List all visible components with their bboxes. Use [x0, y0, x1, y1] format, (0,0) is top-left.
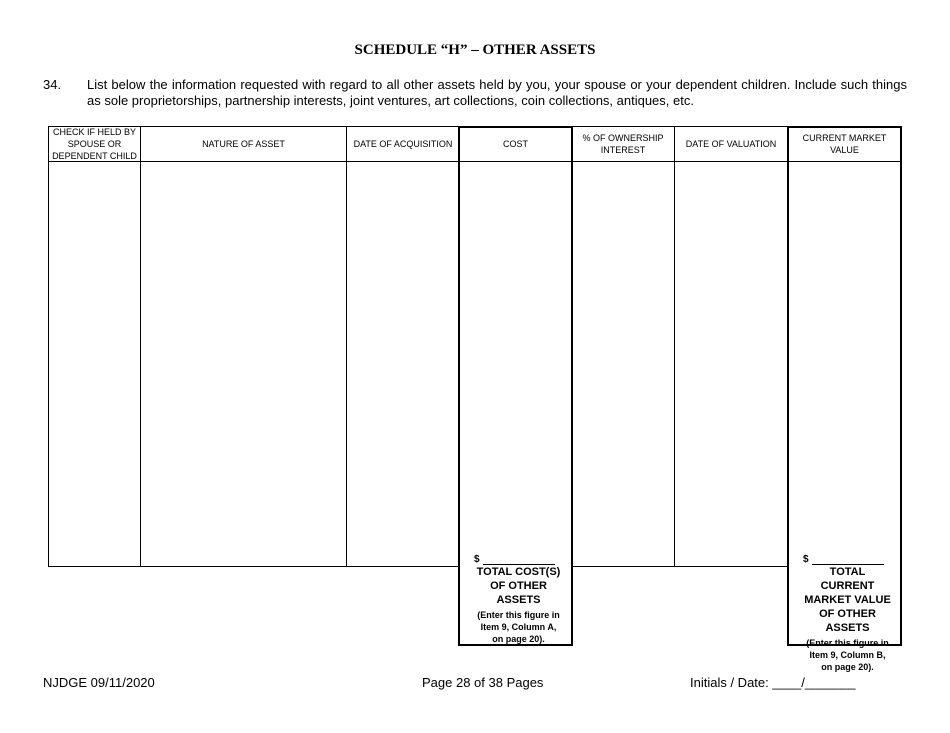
question-text: List below the information requested with regard to all other assets held by you, your spouse or your dependent children. Include such things as sole proprietorships, partnership interests, joint ventures, art collections, coin collections, antiques, etc.	[87, 77, 907, 108]
question-number: 34.	[43, 77, 62, 92]
page-number: Page 28 of 38 Pages	[422, 675, 544, 690]
header-market: CURRENT MARKET VALUE	[802, 133, 887, 155]
acquisition-column[interactable]	[346, 126, 460, 567]
initials-date[interactable]: Initials / Date: ____/_______	[690, 675, 856, 690]
valuation-column[interactable]	[674, 126, 788, 567]
total-market-title: TOTAL CURRENT MARKET VALUE OF OTHER ASSETS	[804, 566, 891, 634]
total-cost-title: TOTAL COST(S) OF OTHER ASSETS	[476, 566, 561, 606]
total-cost-note: (Enter this figure in Item 9, Column A, on page 20).	[477, 610, 560, 644]
total-market-note: (Enter this figure in Item 9, Column B, on page 20).	[806, 638, 889, 672]
ownership-column[interactable]	[571, 126, 675, 567]
form-id: NJDGE 09/11/2020	[43, 675, 155, 690]
header-ownership: % OF OWNERSHIP INTEREST	[582, 133, 664, 155]
total-cost-dollar: $	[474, 554, 480, 565]
total-market-field[interactable]	[812, 554, 884, 565]
header-check: CHECK IF HELD BY SPOUSE OR DEPENDENT CHILD	[52, 127, 137, 161]
total-cost-field[interactable]	[483, 554, 555, 565]
total-market-block	[787, 554, 902, 673]
schedule-title: SCHEDULE “H” – OTHER ASSETS	[354, 42, 596, 58]
total-market-dollar: $	[803, 554, 809, 565]
nature-column[interactable]	[140, 126, 347, 567]
header-valuation: DATE OF VALUATION	[685, 139, 777, 149]
check-column[interactable]	[48, 126, 141, 567]
header-nature: NATURE OF ASSET	[202, 139, 285, 149]
header-acquisition: DATE OF ACQUISITION	[353, 139, 453, 149]
header-cost: COST	[502, 139, 528, 149]
total-cost-block	[458, 554, 573, 645]
